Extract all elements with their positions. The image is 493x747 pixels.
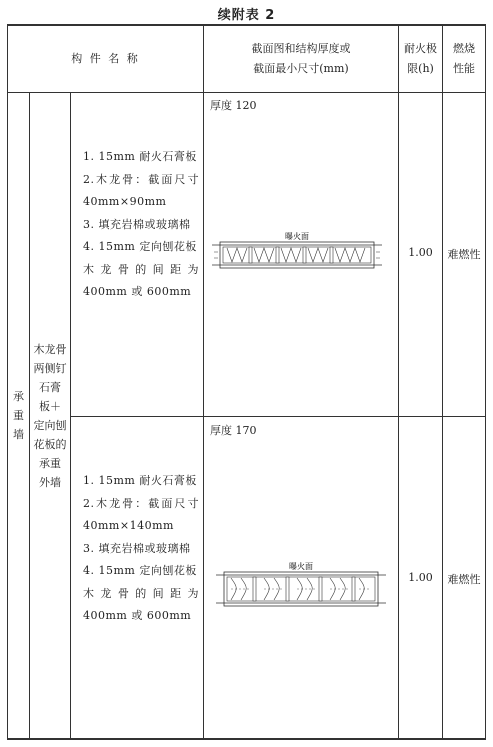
row2-fire-limit: 1.00 [408, 571, 433, 584]
row2-description [71, 470, 203, 628]
col-divider-4 [398, 24, 399, 739]
row1-desc-item: 2.木龙骨：截面尺寸 40mm×90mm [83, 172, 199, 208]
header-fire-limit-text: 耐火极 限(h) [404, 42, 437, 75]
row1-desc-item: 木龙骨的间距为 400mm 或 600mm [83, 262, 199, 298]
row2-combustibility: 难燃性 [447, 573, 481, 586]
row1-desc-item: 4. 15mm 定向刨花板 [83, 240, 197, 253]
row1-thickness: 厚度 120 [210, 99, 257, 112]
row2-desc-item: 3. 填充岩棉或玻璃棉 [83, 541, 191, 555]
row1-fire-face-label: 曝火面 [285, 232, 309, 241]
col-divider-5 [442, 24, 443, 739]
row2-desc-item: 4. 15mm 定向刨花板 [83, 564, 197, 577]
row2-desc-item: 1. 15mm 耐火石膏板 [83, 474, 197, 487]
category-cell [8, 93, 29, 738]
row2-desc-item: 木龙骨的间距为 400mm 或 600mm [83, 586, 199, 622]
header-section [204, 26, 398, 92]
table-title: 续附表 2 [217, 8, 276, 23]
row1-desc-item: 1. 15mm 耐火石膏板 [83, 150, 197, 163]
row1-fire-limit: 1.00 [408, 246, 433, 259]
subcategory-cell [30, 93, 70, 738]
row1-desc-item: 3. 填充岩棉或玻璃棉 [83, 217, 191, 231]
header-component-name-text: 构 件 名 称 [71, 52, 140, 65]
table-border-bottom [7, 738, 486, 740]
row2-thickness: 厚度 170 [210, 424, 257, 437]
row2-section-drawing [216, 558, 386, 608]
row2-desc-item: 2.木龙骨：截面尺寸 40mm×140mm [83, 496, 199, 532]
table-border-right [485, 24, 486, 740]
row1-section-drawing [212, 228, 382, 270]
row1-combustibility: 难燃性 [447, 248, 481, 261]
header-divider [7, 92, 486, 93]
header-combustibility-text: 燃烧 性能 [453, 42, 475, 75]
row-divider [70, 416, 486, 417]
header-component-name [8, 26, 203, 92]
header-section-text: 截面图和结构厚度或 截面最小尺寸(mm) [251, 42, 351, 75]
category-text: 承 重 墙 [13, 390, 24, 441]
header-fire-limit [399, 26, 442, 92]
row2-fire-face-label: 曝火面 [289, 562, 313, 571]
col-divider-3 [203, 24, 204, 739]
subcategory-text: 木龙骨 两侧钉 石膏 板＋ 定向刨 花板的 承重 外墙 [33, 342, 67, 489]
header-combustibility [443, 26, 485, 92]
row1-description [71, 146, 203, 304]
